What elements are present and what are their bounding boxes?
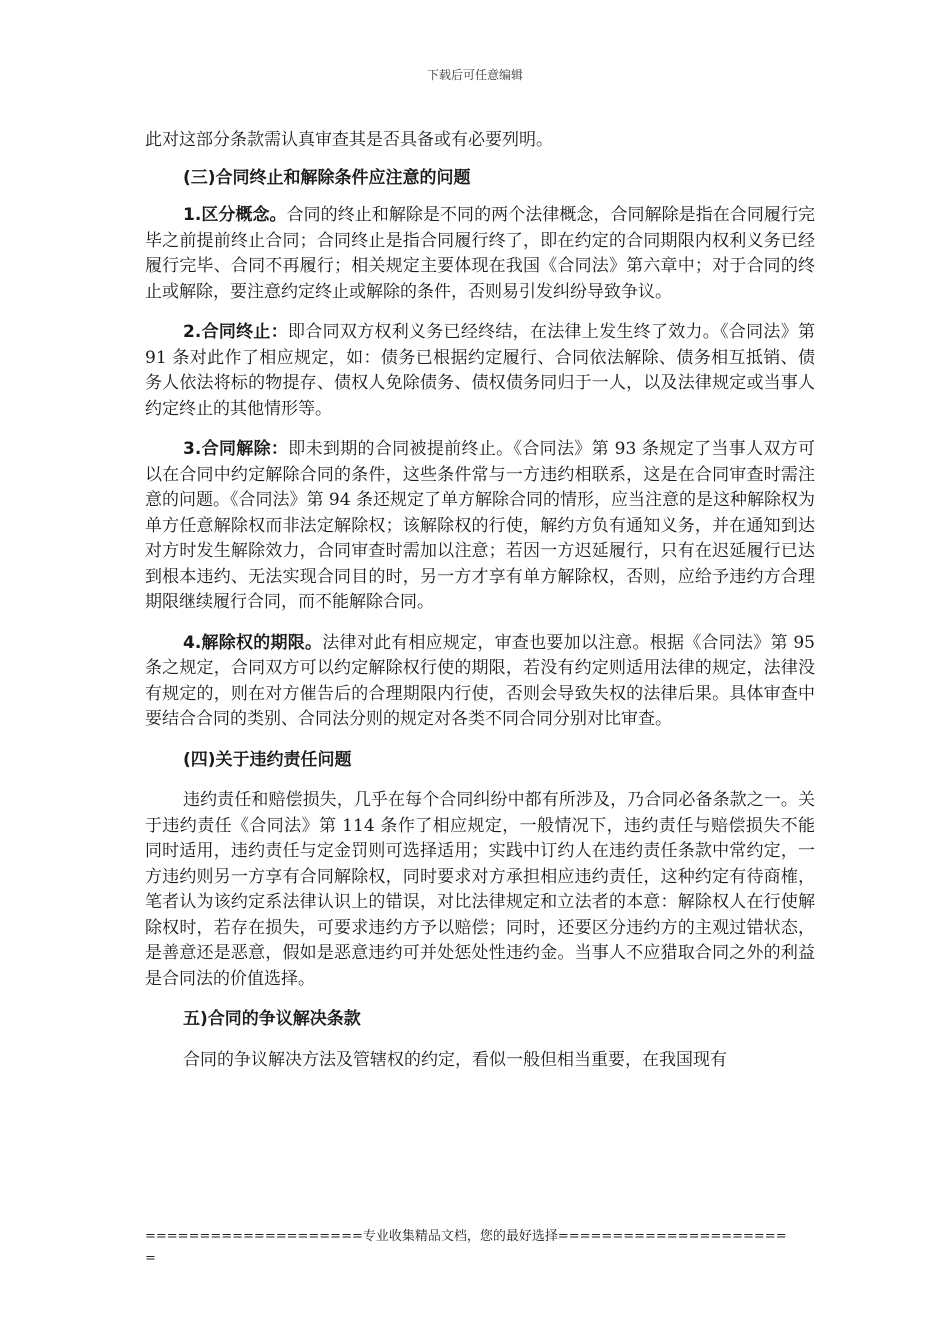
page-header: 下载后可任意编辑 bbox=[426, 68, 523, 82]
footer-line-1: ====================专业收集精品文档，您的最好选择===================== bbox=[145, 1229, 787, 1244]
footer-line-2: = bbox=[145, 1251, 156, 1266]
section-heading-4: (四)关于违约责任问题 bbox=[183, 749, 352, 770]
item-2-body: 即合同双方权利义务已经终结，在法律上发生终了效力。《合同法》第 91 条对此作了相应规定，如：债务已根据约定履行、合同依法解除、债务相互抵销、债务人依法将标的物提存、债权人免除债务、债权债务同归于一人，以及法律规定或当事人约定终止的其他情形等。 bbox=[145, 322, 816, 419]
item-4-paragraph bbox=[145, 631, 815, 733]
section-4-paragraph: 违约责任和赔偿损失，几乎在每个合同纠纷中都有所涉及，乃合同必备条款之一。关于违约责任《合同法》第 114 条作了相应规定，一般情况下，违约责任与赔偿损失不能同时适用，违约责任与定金罚则可选择适用；实践中订约人在违约责任条款中常约定，一方违约则另一方享有合同解除权，同时要求对方承担相应违约责任，这种约定有待商榷，笔者认为该约定系法律认识上的错误，对比法律规定和立法者的本意：解除权人在行使解除权时，若存在损失，可要求违约方予以赔偿；同时，还要区分违约方的主观过错状态，是善意还是恶意，假如是恶意违约可并处惩处性违约金。当事人不应猎取合同之外的利益是合同法的价值选择。 bbox=[145, 790, 815, 989]
item-4-lead: 4.解除权的期限。 bbox=[183, 632, 323, 653]
item-1-body: 合同的终止和解除是不同的两个法律概念，合同解除是指在合同履行完毕之前提前终止合同；合同终止是指合同履行终了，即在约定的合同期限内权利义务已经履行完毕、合同不再履行；相关规定主要体现在我国《合同法》第六章中；对于合同的终止或解除，要注意约定终止或解除的条件，否则易引发纠纷导致争议。 bbox=[145, 205, 815, 302]
section-heading-3: (三)合同终止和解除条件应注意的问题 bbox=[183, 167, 471, 188]
section-5-paragraph: 合同的争议解决方法及管辖权的约定，看似一般但相当重要，在我国现有 bbox=[183, 1049, 727, 1070]
item-3-paragraph bbox=[145, 437, 815, 616]
item-2-paragraph bbox=[145, 320, 815, 422]
item-1-lead: 1.区分概念。 bbox=[183, 205, 287, 225]
item-3-body: 即未到期的合同被提前终止。《合同法》第 93 条规定了当事人双方可以在合同中约定解除合同的条件，这些条件常与一方违约相联系，这是在合同审查时需注意的问题。《合同法》第 94 条还规定了单方解除合同的情形，应当注意的是这种解除权为单方任意解除权而非法定解除权；该解除权的行使，解约方负有通知义务，并在通知到达对方时发生解除效力，合同审查时需加以注意；若因一方迟延履行，只有在迟延履行已达到根本违约、无法实现合同目的时，另一方才享有单方解除权，否则，应给予违约方合理期限继续履行合同，而不能解除合同。 bbox=[145, 439, 815, 612]
item-4-body: 法律对此有相应规定，审查也要加以注意。根据《合同法》第 95 条之规定，合同双方可以约定解除权行使的期限，若没有约定则适用法律的规定，法律没有规定的，则在对方催告后的合理期限内行使，否则会导致失权的法律后果。具体审查中要结合合同的类别、合同法分则的规定对各类不同合同分别对比审查。 bbox=[145, 632, 815, 729]
item-2-lead: 2.合同终止： bbox=[183, 322, 288, 342]
item-3-lead: 3.合同解除： bbox=[183, 439, 289, 459]
page-footer bbox=[145, 1226, 815, 1270]
item-1-paragraph bbox=[145, 203, 815, 305]
continued-paragraph: 此对这部分条款需认真审查其是否具备或有必要列明。 bbox=[145, 130, 553, 150]
section-heading-5: 五)合同的争议解决条款 bbox=[183, 1009, 361, 1029]
document-body bbox=[145, 128, 815, 1073]
